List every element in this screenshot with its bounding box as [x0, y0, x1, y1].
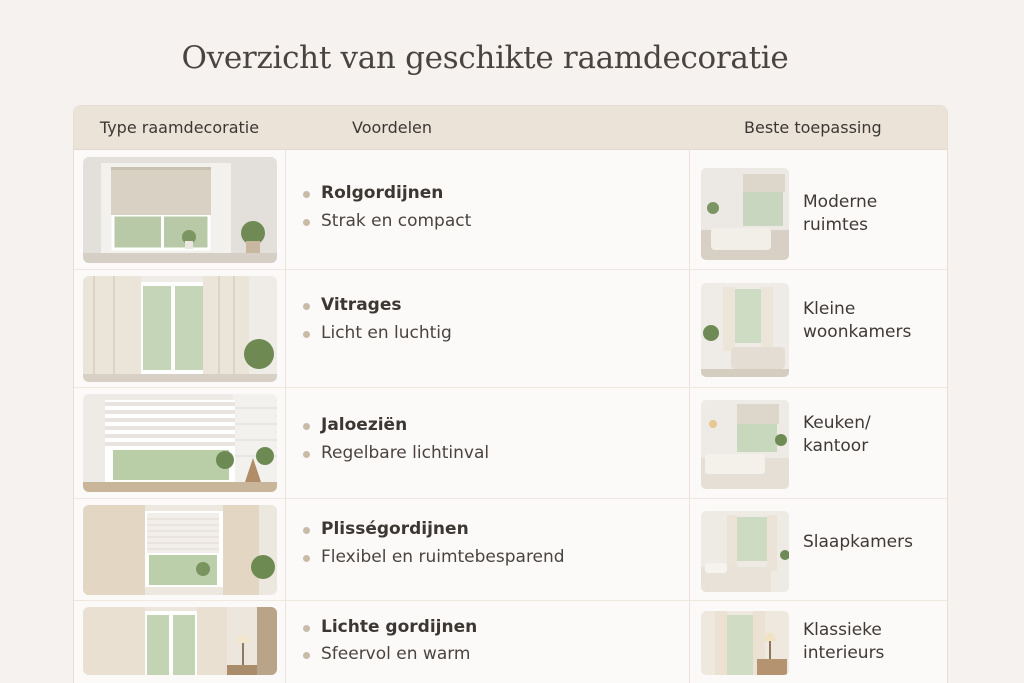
product-name: Jaloeziën [321, 415, 408, 435]
table-row [74, 601, 947, 683]
best-use-line: kantoor [803, 436, 869, 456]
bedroom-photo [701, 511, 789, 592]
modern-living-room-photo [701, 168, 789, 260]
product-name: Vitrages [321, 295, 402, 315]
venetian-blind-window-photo [83, 394, 277, 492]
best-use-line: ruimtes [803, 215, 869, 235]
light-curtain-window-photo [83, 607, 277, 675]
header-type: Type raamdecoratie [99, 118, 260, 137]
product-benefit: Strak en compact [321, 211, 472, 231]
table-header [74, 106, 947, 150]
bullet-dot [303, 527, 310, 534]
pleated-blind-window-photo [83, 505, 277, 595]
classic-interior-photo [701, 611, 789, 675]
best-use-line: Moderne [803, 192, 878, 212]
bullet-dot [303, 652, 310, 659]
bullet-dot [303, 625, 310, 632]
best-use-line: Klassieke [803, 620, 882, 640]
comparison-table [73, 105, 948, 683]
product-name: Plisségordijnen [321, 519, 469, 539]
bullet-dot [303, 555, 310, 562]
best-use-line: Keuken/ [803, 413, 871, 433]
bullet-dot [303, 191, 310, 198]
bullet-dot [303, 303, 310, 310]
bullet-dot [303, 219, 310, 226]
table-row [74, 151, 947, 270]
table-row [74, 270, 947, 388]
sheer-curtain-window-photo [83, 276, 277, 382]
bullet-dot [303, 423, 310, 430]
bullet-dot [303, 451, 310, 458]
best-use-line: Slaapkamers [803, 532, 913, 552]
product-benefit: Regelbare lichtinval [321, 443, 490, 463]
header-benefits: Voordelen [352, 118, 433, 137]
page-title: Overzicht van geschikte raamdecoratie [181, 40, 789, 76]
table-row [74, 388, 947, 499]
product-benefit: Flexibel en ruimtebesparend [321, 547, 565, 567]
product-name: Lichte gordijnen [321, 617, 478, 637]
best-use-line: interieurs [803, 643, 885, 663]
best-use-line: woonkamers [803, 322, 912, 342]
roller-blind-window-photo [83, 157, 277, 263]
bullet-dot [303, 331, 310, 338]
product-name: Rolgordijnen [321, 183, 444, 203]
bedroom-kitchen-photo [701, 400, 789, 489]
header-best-use: Beste toepassing [744, 118, 882, 137]
table-row [74, 499, 947, 601]
product-benefit: Licht en luchtig [321, 323, 452, 343]
product-benefit: Sfeervol en warm [321, 644, 471, 664]
small-living-room-photo [701, 283, 789, 377]
best-use-line: Kleine [803, 299, 856, 319]
